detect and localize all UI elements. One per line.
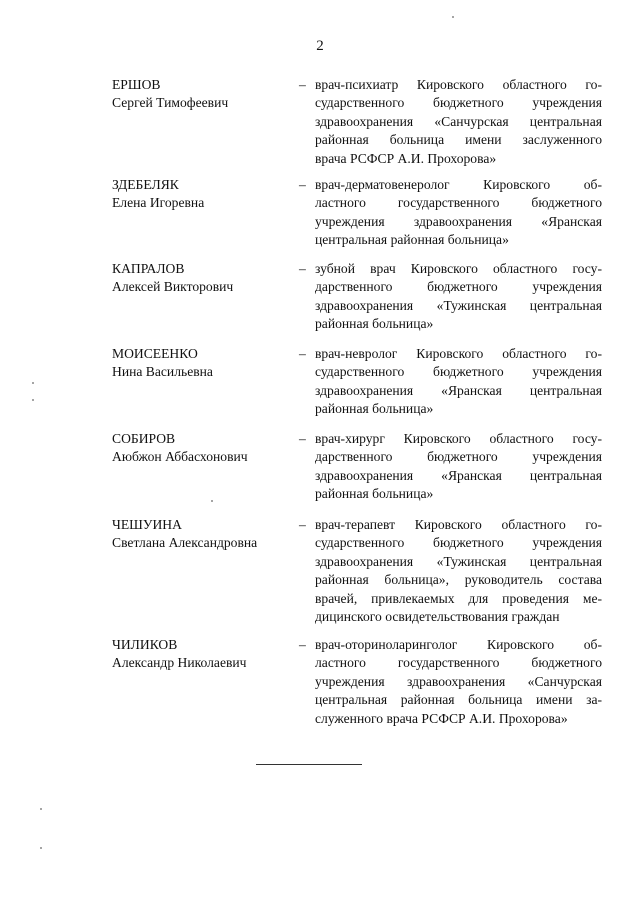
position-line: здравоохранения «Тужинская центральная xyxy=(315,553,602,569)
position-line: районная больница» xyxy=(315,316,434,332)
member-name xyxy=(112,176,292,213)
member-name xyxy=(112,260,292,297)
scan-speck xyxy=(40,808,42,810)
dash: – xyxy=(299,177,306,192)
position-line: здравоохранения «Санчурская центральная xyxy=(315,113,602,129)
position-line: сударственного бюджетного учреждения xyxy=(315,95,602,111)
dash: – xyxy=(299,431,306,446)
member-surname: ЗДЕБЕЛЯК xyxy=(112,177,179,192)
dash: – xyxy=(299,637,306,652)
position-line: зубной врач Кировского областного госу- xyxy=(315,261,602,276)
member-given-name: Елена Игоревна xyxy=(112,195,205,211)
member-surname: МОИСЕЕНКО xyxy=(112,346,198,361)
position-line: здравоохранения «Тужинская центральная xyxy=(315,297,602,313)
position-line: врач-хирург Кировского областного госу- xyxy=(315,431,602,446)
member-given-name: Светлана Александровна xyxy=(112,535,258,551)
scan-speck xyxy=(32,382,34,384)
position-line: служенного врача РСФСР А.И. Прохорова» xyxy=(315,710,568,726)
position-line: сударственного бюджетного учреждения xyxy=(315,535,602,551)
position-line: районная больница имени заслуженного xyxy=(315,132,602,148)
member-given-name: Алексей Викторович xyxy=(112,279,234,295)
member-name xyxy=(112,430,292,467)
dash: – xyxy=(299,77,306,92)
member-given-name: Александр Николаевич xyxy=(112,655,247,671)
member-given-name: Нина Васильевна xyxy=(112,364,213,380)
member-position xyxy=(315,176,602,250)
scan-speck xyxy=(211,500,213,502)
member-name xyxy=(112,345,292,382)
dash: – xyxy=(299,346,306,361)
position-line: врача РСФСР А.И. Прохорова» xyxy=(315,150,497,166)
member-name xyxy=(112,636,292,673)
scan-speck xyxy=(40,847,42,849)
position-line: сударственного бюджетного учреждения xyxy=(315,364,602,380)
member-position xyxy=(315,76,602,168)
position-line: дицинского освидетельствования граждан xyxy=(315,609,560,625)
position-line: врачей, привлекаемых для проведения ме- xyxy=(315,590,602,606)
position-line: учреждения здравоохранения «Яранская xyxy=(315,213,602,229)
member-position xyxy=(315,260,602,334)
position-line: районная больница» xyxy=(315,401,434,417)
scan-speck xyxy=(452,16,454,18)
position-line: дарственного бюджетного учреждения xyxy=(315,279,602,295)
page-number: 2 xyxy=(316,38,324,54)
member-surname: КАПРАЛОВ xyxy=(112,261,185,276)
position-line: центральная районная больница имени за- xyxy=(315,692,602,708)
member-surname: ЧЕШУИНА xyxy=(112,517,182,532)
position-line: врач-психиатр Кировского областного го- xyxy=(315,77,602,92)
position-line: врач-дерматовенеролог Кировского об- xyxy=(315,177,602,192)
member-surname: ЧИЛИКОВ xyxy=(112,637,178,652)
member-position xyxy=(315,636,602,728)
member-surname: СОБИРОВ xyxy=(112,431,176,446)
position-line: врач-оториноларинголог Кировского об- xyxy=(315,637,602,652)
position-line: ластного государственного бюджетного xyxy=(315,655,602,671)
dash: – xyxy=(299,261,306,276)
scan-speck xyxy=(32,399,34,401)
position-line: центральная районная больница» xyxy=(315,232,509,248)
closing-separator-line xyxy=(256,764,362,765)
member-position xyxy=(315,516,602,626)
position-line: врач-терапевт Кировского областного го- xyxy=(315,517,602,532)
position-line: врач-невролог Кировского областного го- xyxy=(315,346,602,361)
member-name xyxy=(112,516,292,553)
member-position xyxy=(315,430,602,504)
dash: – xyxy=(299,517,306,532)
position-line: здравоохранения «Яранская центральная xyxy=(315,467,602,483)
position-line: учреждения здравоохранения «Санчурская xyxy=(315,673,602,689)
position-line: районная больница», руководитель состава xyxy=(315,572,602,588)
position-line: районная больница» xyxy=(315,486,434,502)
position-line: дарственного бюджетного учреждения xyxy=(315,449,602,465)
member-name xyxy=(112,76,292,113)
member-given-name: Сергей Тимофеевич xyxy=(112,95,229,111)
member-given-name: Аюбжон Аббасхонович xyxy=(112,449,248,465)
position-line: ластного государственного бюджетного xyxy=(315,195,602,211)
member-surname: ЕРШОВ xyxy=(112,77,161,92)
position-line: здравоохранения «Яранская центральная xyxy=(315,382,602,398)
member-position xyxy=(315,345,602,419)
